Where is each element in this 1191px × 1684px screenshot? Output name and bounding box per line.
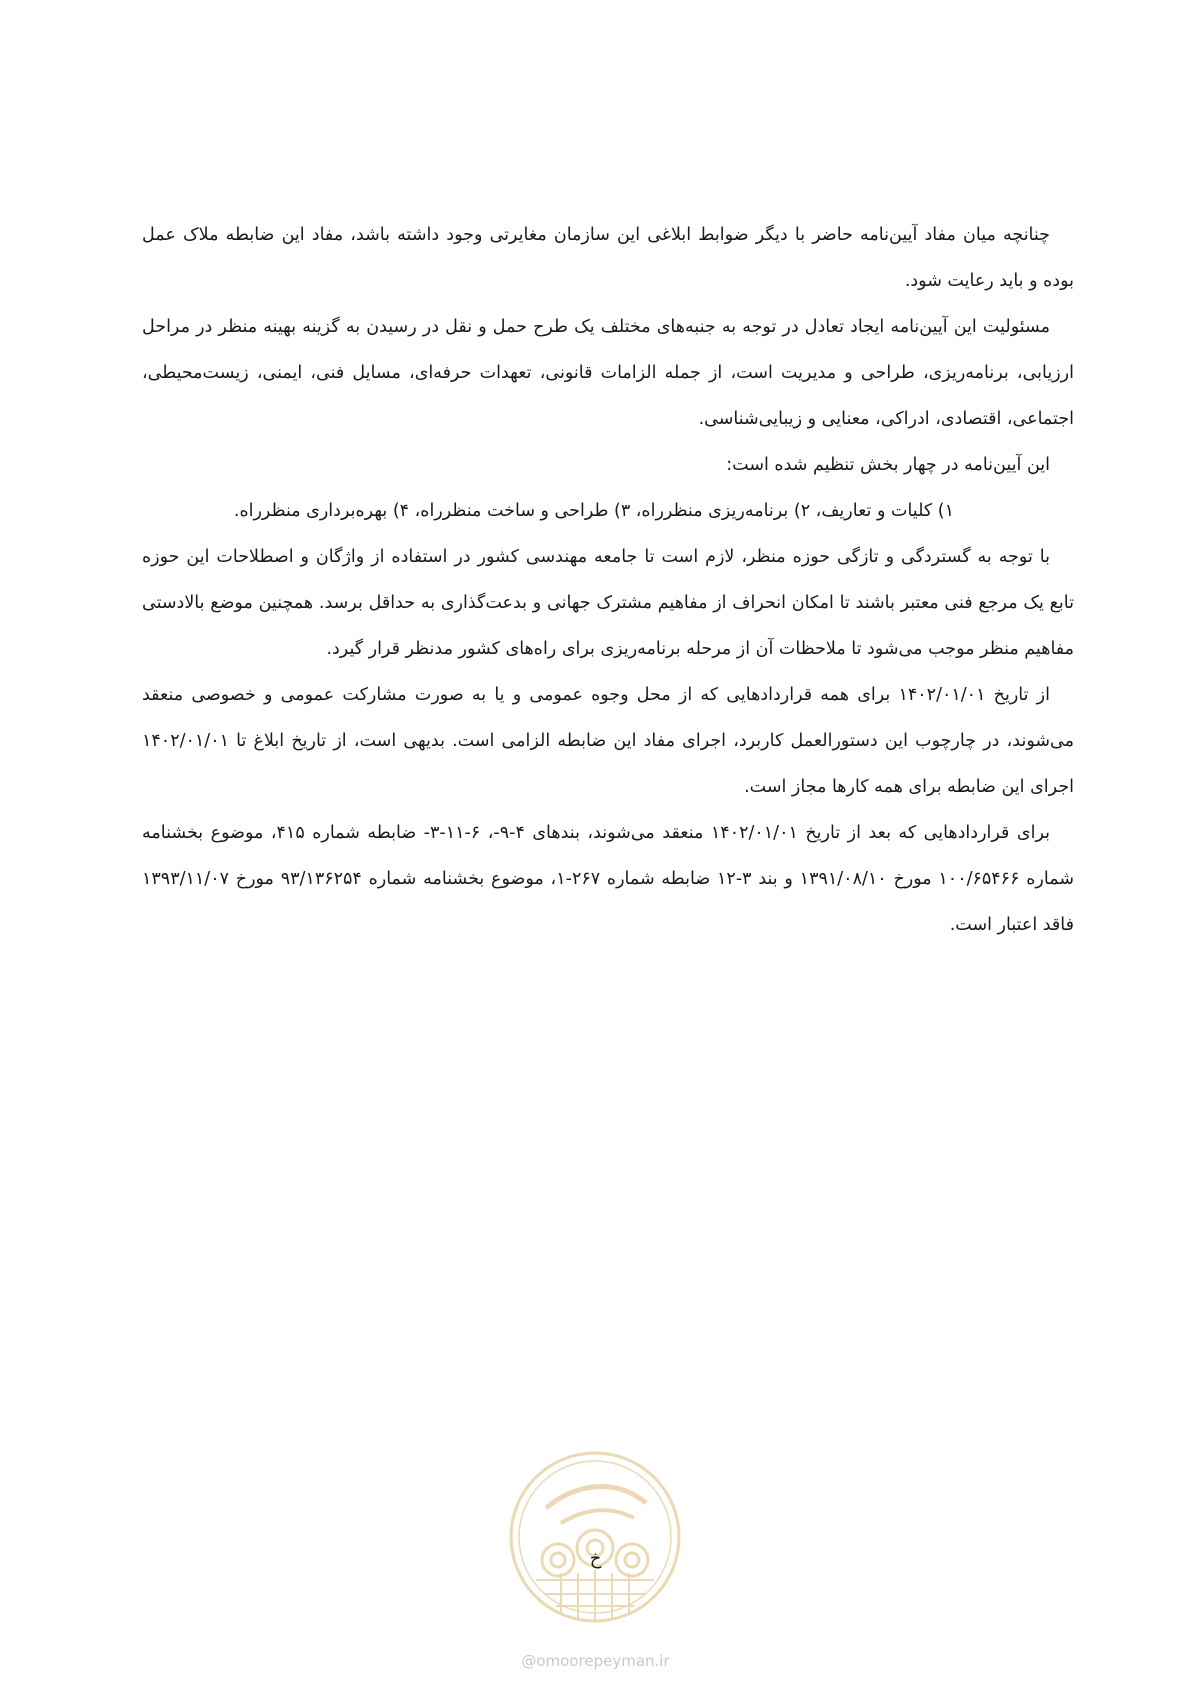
site-url-watermark: @omoorepeyman.ir [521,1652,670,1670]
page-number: خ [589,1548,602,1569]
paragraph-sections-intro: این آیین‌نامه در چهار بخش تنظیم شده است: [726,455,1050,475]
paragraph-conflict-rule: چنانچه میان مفاد آیین‌نامه حاضر با دیگر ضوابط ابلاغی این سازمان مغایرتی وجود داشته باشد، مفاد این ضابطه ملاک عمل بوده و باید رعایت شود. [142,225,1074,291]
paragraph-effective-date: از تاریخ ۱۴۰۲/۰۱/۰۱ برای همه قراردادهایی که از محل وجوه عمومی و یا به صورت مشارکت عمومی و خصوصی منعقد می‌شوند، در چارچوب این دستورالعمل کاربرد، اجرای مفاد این ضابطه الزامی است. بدیهی است، از تاریخ ابلاغ تا ۱۴۰۲/۰۱/۰۱ اجرای این ضابطه برای همه کارها مجاز است. [142,685,1074,797]
paragraph-invalidation: برای قراردادهایی که بعد از تاریخ ۱۴۰۲/۰۱/۰۱ منعقد می‌شوند، بندهای ۴-۹-، ۶-۱۱-۳- ضابطه شماره ۴۱۵، موضوع بخشنامه شماره ۱۰۰/۶۵۴۶۶ مورخ ۱۳۹۱/۰۸/۱۰ و بند ۳-۱۲ ضابطه شماره ۲۶۷-۱، موضوع بخشنامه شماره ۹۳/۱۳۶۲۵۴ مورخ ۱۳۹۳/۱۱/۰۷ فاقد اعتبار است. [142,823,1074,935]
document-body [142,212,1074,948]
omoore-peyman-logo-icon [506,1448,684,1626]
paragraph-responsibility: مسئولیت این آیین‌نامه ایجاد تعادل در توجه به جنبه‌های مختلف یک طرح حمل و نقل در رسیدن به گزینه بهینه منظر در مراحل ارزیابی، برنامه‌ریزی، طراحی و مدیریت است، از جمله الزامات قانونی، تعهدات حرفه‌ای، مسایل فنی، ایمنی، زیست‌محیطی، اجتماعی، اقتصادی، ادراکی، معنایی و زیبایی‌شناسی. [142,317,1074,429]
sections-list: ۱) کلیات و تعاریف، ۲) برنامه‌ریزی منظرراه، ۳) طراحی و ساخت منظرراه، ۴) بهره‌برداری منظرراه. [233,501,954,521]
paragraph-terminology: با توجه به گستردگی و تازگی حوزه منظر، لازم است تا جامعه مهندسی کشور در استفاده از واژگان و اصطلاحات این حوزه تابع یک مرجع فنی معتبر باشند تا امکان انحراف از مفاهیم مشترک جهانی و بدعت‌گذاری به حداقل برسد. همچنین موضع بالادستی مفاهیم منظر موجب می‌شود تا ملاحظات آن از مرحله برنامه‌ریزی برای راه‌های کشور مدنظر قرار گیرد. [142,547,1074,659]
